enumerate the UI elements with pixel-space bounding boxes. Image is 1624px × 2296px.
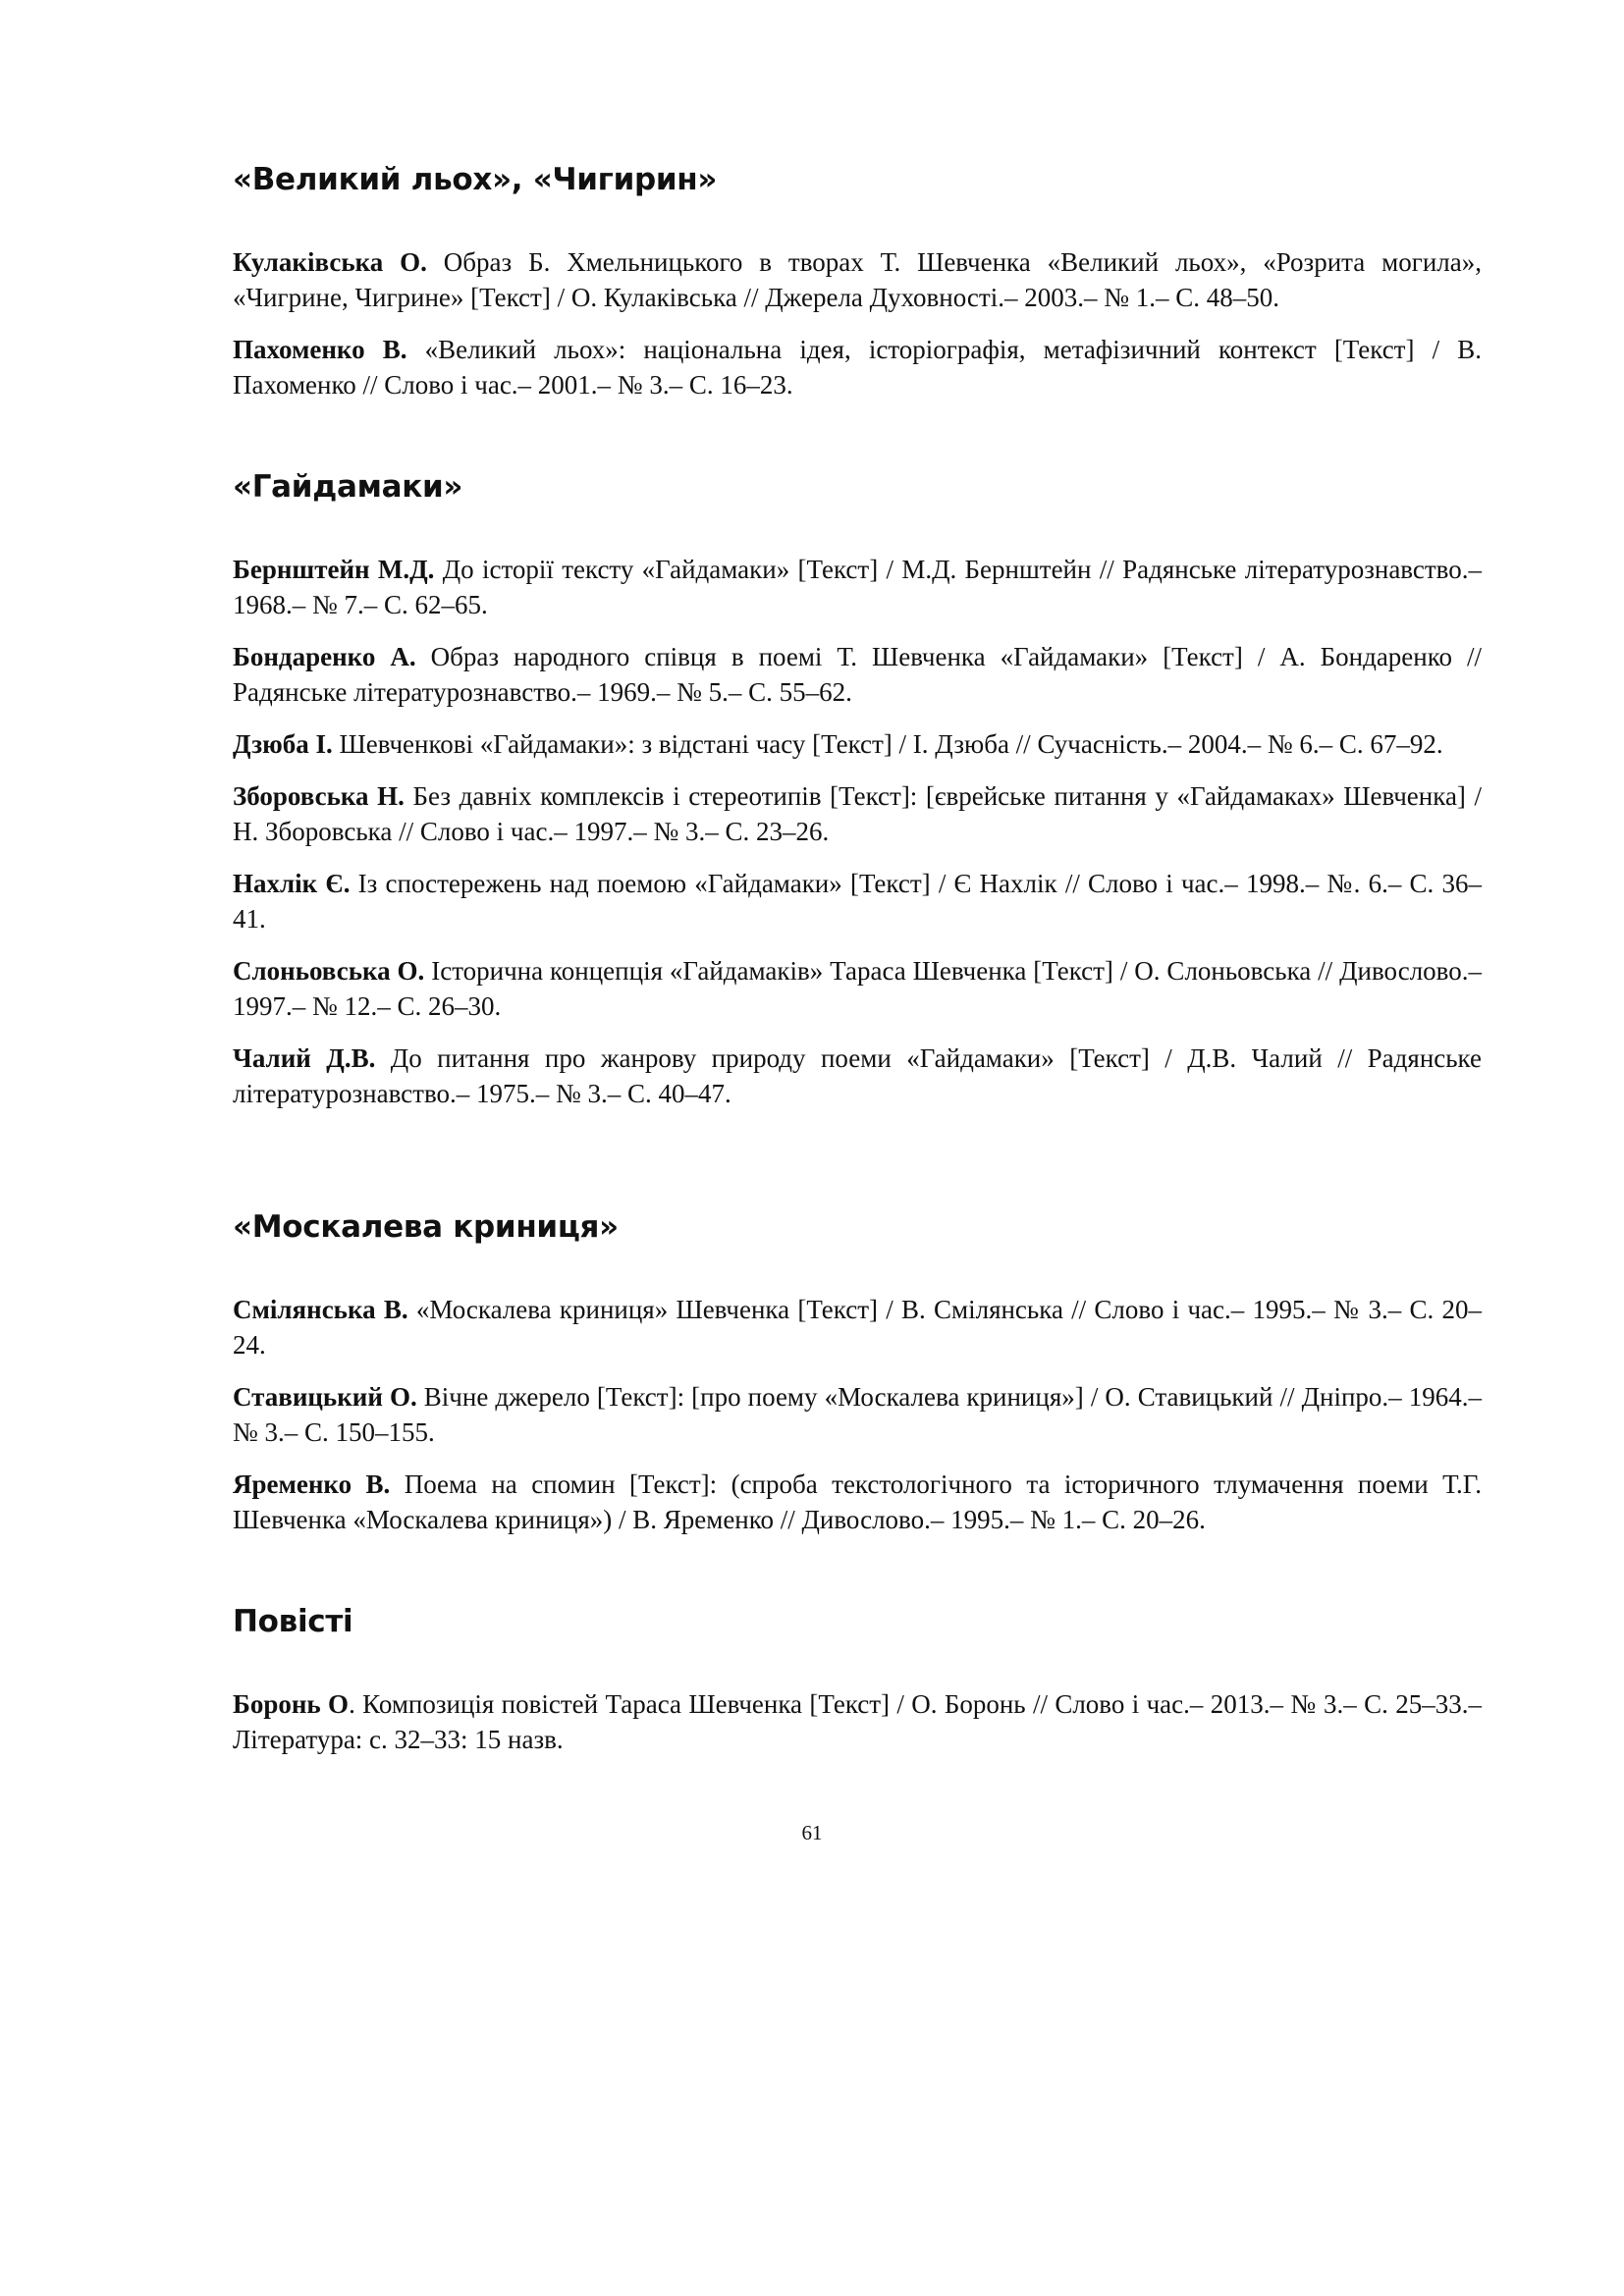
bibliography-entry [233, 726, 1482, 762]
bibliography-entry [233, 244, 1482, 315]
entry-author: Нахлік Є. [233, 869, 351, 898]
entry-text: До історії тексту «Гайдамаки» [Текст] / М.Д. Бернштейн // Радянське літературознавство.– 1968.– № 7.– С. 62–65. [233, 555, 1482, 619]
section-heading: «Великий льох», «Чигирин» [233, 162, 718, 197]
entry-text: . Композиція повістей Тараса Шевченка [Текст] / О. Боронь // Слово і час.– 2013.– № 3.– С. 25–33.– Література: с. 32–33: 15 назв. [233, 1689, 1482, 1754]
entry-text: Вічне джерело [Текст]: [про поему «Москалева криниця»] / О. Ставицький // Дніпро.– 1964.– № 3.– С. 150–155. [233, 1382, 1482, 1447]
bibliography-entry [233, 1379, 1482, 1450]
entry-text: Без давніх комплексів і стереотипів [Текст]: [єврейське питання у «Гайдамаках» Шевченка] / Н. Зборовська // Слово і час.– 1997.– № 3.– С. 23–26. [233, 781, 1483, 846]
bibliography-entry [233, 953, 1482, 1024]
bibliography-entry [233, 1292, 1482, 1362]
entry-text: Образ народного співця в поемі Т. Шевченка «Гайдамаки» [Текст] / А. Бондаренко // Радянське літературознавство.– 1969.– № 5.– С. 55–62. [233, 642, 1482, 707]
section-velykyi-lokh [233, 160, 1482, 419]
entry-author: Пахоменко В. [233, 335, 407, 364]
bibliography-entry [233, 1041, 1482, 1111]
entry-text: «Москалева криниця» Шевченка [Текст] / В. Смілянська // Слово і час.– 1995.– № 3.– С. 20–24. [233, 1295, 1483, 1360]
entry-text: До питання про жанрову природу поеми «Гайдамаки» [Текст] / Д.В. Чалий // Радянське літературознавство.– 1975.– № 3.– С. 40–47. [233, 1043, 1482, 1108]
entry-author: Слоньовська О. [233, 956, 425, 986]
entry-author: Кулаківська О. [233, 247, 427, 277]
entry-author: Ставицький О. [233, 1382, 417, 1412]
section-heading: Повісті [233, 1604, 353, 1639]
entry-author: Зборовська Н. [233, 781, 405, 811]
section-haidamaky [233, 467, 1482, 1128]
entry-text: Образ Б. Хмельницького в творах Т. Шевченка «Великий льох», «Розрита могила», «Чигрине, Чигрине» [Текст] / О. Кулаківська // Джерела Духовності.– 2003.– № 1.– С. 48–50. [233, 247, 1482, 312]
entry-author: Боронь О [233, 1689, 350, 1719]
entry-text: Із спостережень над поемою «Гайдамаки» [Текст] / Є Нахлік // Слово і час.– 1998.– №. 6.– С. 36–41. [233, 869, 1482, 934]
bibliography-entry [233, 1467, 1482, 1537]
entry-author: Бернштейн М.Д. [233, 555, 435, 584]
bibliography-entry [233, 866, 1482, 936]
section-povisti [233, 1602, 1482, 1774]
entry-author: Дзюба І. [233, 729, 333, 759]
bibliography-entry [233, 639, 1482, 710]
section-heading: «Москалева криниця» [233, 1209, 619, 1245]
bibliography-entry [233, 778, 1482, 849]
entry-author: Смілянська В. [233, 1295, 408, 1324]
entry-text: «Великий льох»: національна ідея, історіографія, метафізичний контекст [Текст] / В. Пахоменко // Слово і час.– 2001.– № 3.– С. 16–23. [233, 335, 1482, 400]
bibliography-entry [233, 552, 1482, 622]
entry-text: Поема на спомин [Текст]: (спроба текстологічного та історичного тлумачення поеми Т.Г. Шевченка «Москалева криниця») / В. Яременко // Дивослово.– 1995.– № 1.– С. 20–26. [233, 1469, 1483, 1534]
section-heading: «Гайдамаки» [233, 469, 463, 505]
entry-author: Бондаренко А. [233, 642, 416, 671]
entry-author: Чалий Д.В. [233, 1043, 376, 1073]
page-number: 61 [801, 1821, 823, 1844]
entry-author: Яременко В. [233, 1469, 391, 1499]
section-moskaleva-krynytsia [233, 1207, 1482, 1554]
entry-text: Історична концепція «Гайдамаків» Тараса Шевченка [Текст] / О. Слоньовська // Дивослово.– 1997.– № 12.– С. 26–30. [233, 956, 1482, 1021]
entry-text: Шевченкові «Гайдамаки»: з відстані часу [Текст] / І. Дзюба // Сучасність.– 2004.– № 6.– С. 67–92. [332, 729, 1443, 759]
bibliography-entry [233, 1686, 1482, 1757]
bibliography-entry [233, 332, 1482, 402]
